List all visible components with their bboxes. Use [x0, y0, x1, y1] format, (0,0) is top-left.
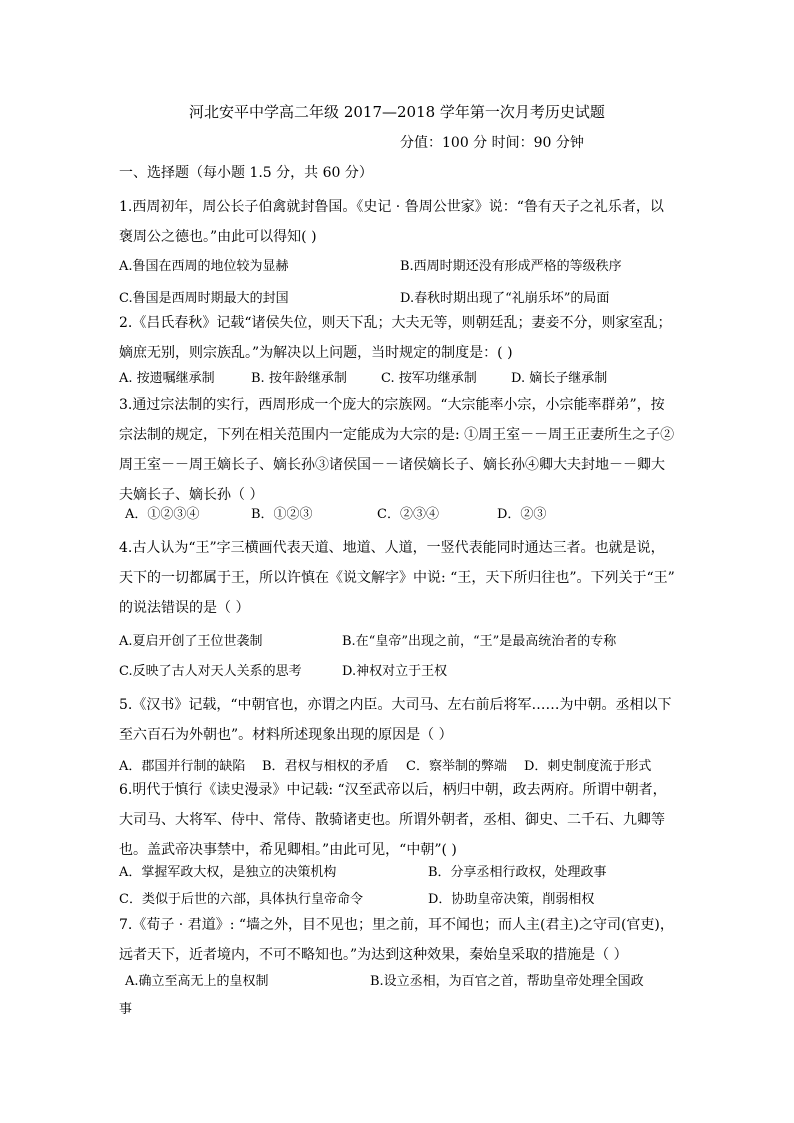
question-line: 大司马、大将军、侍中、常侍、散骑诸吏也。所谓外朝者，丞相、御史、二千石、九卿等: [119, 812, 665, 828]
question-4-options-row-2: [119, 657, 679, 687]
question-7-option-b-continued: [119, 995, 679, 1025]
option-b: B. 按年龄继承制: [251, 371, 347, 386]
option-c: C．察举制的弊端: [406, 759, 507, 774]
question-line: 远者天下，近者境内，不可不略知也。”为达到这种效果，秦始皇采取的措施是（ ）: [119, 947, 628, 963]
question-line: 的说法错误的是（ ）: [119, 600, 250, 616]
question-5-stem: [119, 690, 679, 750]
option-b: B.西周时期还没有形成严格的等级秩序: [400, 259, 622, 274]
option-a: A.夏启开创了王位世袭制: [119, 634, 263, 649]
option-d: D. 嫡长子继承制: [511, 371, 608, 386]
section-heading: 一、选择题（每小题 1.5 分，共 60 分）: [119, 165, 373, 181]
question-line: 周王室－－周王嫡长子、嫡长孙③诸侯国－－诸侯嫡长子、嫡长孙④卿大夫封地－－卿大: [119, 457, 665, 473]
question-7-options: [119, 967, 679, 997]
question-line: 褒周公之德也。”由此可以得知( ): [119, 229, 317, 245]
question-line: 2.《吕氏春秋》记载“诸侯失位，则天下乱；大夫无等，则朝廷乱；妻妾不分，则家室乱；: [119, 315, 672, 331]
option-c: C.鲁国是西周时期最大的封国: [119, 291, 289, 306]
question-line: 1.西周初年，周公长子伯禽就封鲁国。《史记 · 鲁周公世家》说：“鲁有天子之礼乐者，以: [119, 199, 664, 215]
option-a: A．①②③④: [125, 507, 200, 522]
option-b: B．①②③: [251, 507, 313, 522]
question-line: 宗法制的规定，下列在相关范围内一定能成为大宗的是: ①周王室－－周王正妻所生之子②: [119, 427, 675, 443]
question-line: 也。盖武帝决事禁中，希见卿相。”由此可见，“中朝”( ): [119, 842, 457, 858]
question-4-stem: [119, 533, 679, 623]
option-c: C.反映了古人对天人关系的思考: [119, 664, 302, 679]
question-1-stem: [119, 192, 679, 252]
question-7-stem: [119, 910, 679, 970]
question-3-stem: [119, 390, 679, 510]
option-d: D．协助皇帝决策，削弱相权: [428, 892, 595, 907]
question-2-stem: [119, 308, 679, 368]
option-a: A. 按遗嘱继承制: [119, 371, 215, 386]
option-d: D.春秋时期出现了“礼崩乐坏”的局面: [400, 291, 610, 306]
option-b: B．君权与相权的矛盾: [262, 759, 389, 774]
option-b: B.设立丞相，为百官之首，帮助皇帝处理全国政: [370, 974, 644, 989]
question-6-stem: [119, 775, 679, 865]
question-1-options-row-1: [119, 252, 679, 282]
question-6-options-row-1: [119, 858, 679, 888]
question-line: 3.通过宗法制的实行，西周形成一个庞大的宗族网。“大宗能率小宗，小宗能率群弟”，按: [119, 397, 665, 413]
question-line: 7.《荀子 · 君道》: “墙之外，目不见也；里之前，耳不闻也；而人主(君主)之守司(官吏)，: [119, 917, 674, 933]
question-line: 5.《汉书》记载，“中朝官也，亦谓之内臣。大司马、左右前后将军……为中朝。丞相以下: [119, 697, 672, 713]
question-3-options: [119, 500, 679, 530]
option-a: A.鲁国在西周的地位较为显赫: [119, 259, 289, 274]
question-line: 嫡庶无别，则宗族乱。”为解决以上问题，当时规定的制度是：( ): [119, 345, 513, 361]
option-b-tail: 事: [119, 1002, 133, 1017]
option-d: D.神权对立于王权: [342, 664, 448, 679]
option-d: D．②③: [497, 507, 547, 522]
option-b: B.在“皇帝”出现之前，“王”是最高统治者的专称: [342, 634, 617, 649]
option-a: A．掌握军政大权，是独立的决策机构: [119, 865, 337, 880]
question-4-options-row-1: [119, 627, 679, 657]
option-b: B．分享丞相行政权，处理政事: [428, 865, 607, 880]
option-c: C．类似于后世的六部，具体执行皇帝命令: [119, 892, 363, 907]
question-line: 4.古人认为“王”字三横画代表天道、地道、人道，一竖代表能同时通达三者。也就是说，: [119, 540, 665, 556]
question-line: 至六百石为外朝也”。材料所述现象出现的原因是（ ）: [119, 727, 453, 743]
question-line: 夫嫡长子、嫡长孙（ ）: [119, 487, 264, 503]
option-c: C. 按军功继承制: [381, 371, 477, 386]
exam-title: 河北安平中学高二年级 2017—2018 学年第一次月考历史试题: [189, 103, 605, 121]
option-a: A．郡国并行制的缺陷: [119, 759, 246, 774]
question-line: 6.明代于慎行《读史漫录》中记载: “汉至武帝以后，柄归中朝，政去两府。所谓中朝者，: [119, 782, 667, 798]
option-a: A.确立至高无上的皇权制: [125, 974, 269, 989]
option-c: C．②③④: [377, 507, 439, 522]
score-time-info: 分值：100 分 时间：90 分钟: [400, 135, 584, 151]
option-d: D．刺史制度流于形式: [524, 759, 652, 774]
question-line: 天下的一切都属于王，所以许慎在《说文解字》中说: “王，天下所归往也”。下列关于“王”: [119, 570, 675, 586]
